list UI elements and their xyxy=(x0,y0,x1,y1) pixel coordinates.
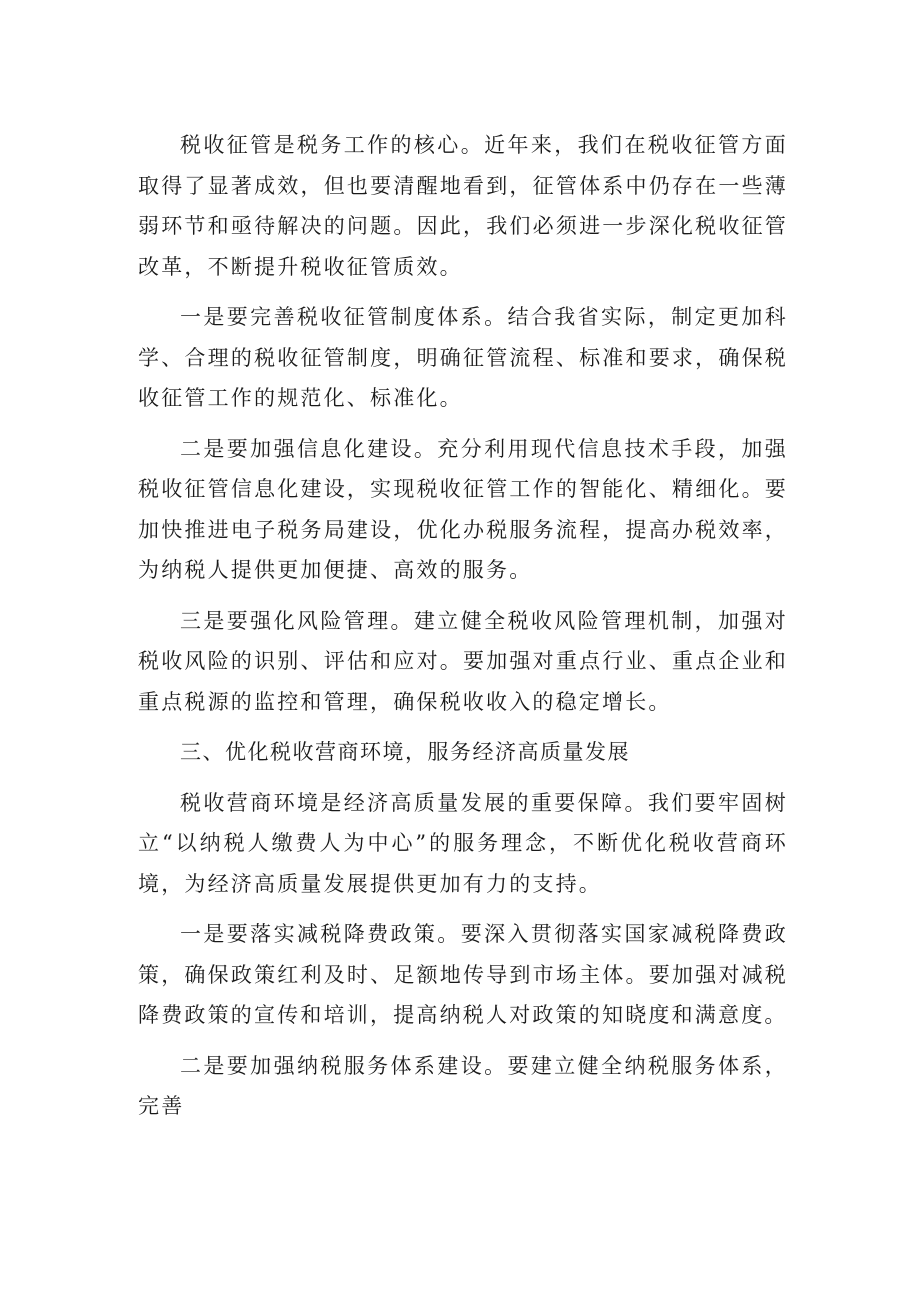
paragraph-tax-reduction: 一是要落实减税降费政策。要深入贯彻落实国家减税降费政策，确保政策红利及时、足额地传导到市场主体。要加强对减税降费政策的宣传和培训，提高纳税人对政策的知晓度和满意度。 xyxy=(138,922,788,1027)
paragraph-improve-system: 一是要完善税收征管制度体系。结合我省实际，制定更加科学、合理的税收征管制度，明确征管流程、标准和要求，确保税收征管工作的规范化、标准化。 xyxy=(138,305,788,410)
document-body xyxy=(138,125,788,1137)
paragraph-business-environment: 税收营商环境是经济高质量发展的重要保障。我们要牢固树立“以纳税人缴费人为中心”的服务理念，不断优化税收营商环境，为经济高质量发展提供更加有力的支持。 xyxy=(138,790,788,896)
section-heading-business-environment: 三、优化税收营商环境，服务经济高质量发展 xyxy=(180,740,630,764)
paragraph-risk-management: 三是要强化风险管理。建立健全税收风险管理机制，加强对税收风险的识别、评估和应对。要加强对重点行业、重点企业和重点税源的监控和管理，确保税收收入的稳定增长。 xyxy=(138,608,788,714)
paragraph-tax-collection-core: 税收征管是税务工作的核心。近年来，我们在税收征管方面取得了显著成效，但也要清醒地看到，征管体系中仍存在一些薄弱环节和亟待解决的问题。因此，我们必须进一步深化税收征管改革，不断提升税收征管质效。 xyxy=(138,133,788,279)
paragraph-taxpayer-service: 二是要加强纳税服务体系建设。要建立健全纳税服务体系，完善 xyxy=(138,1053,788,1118)
paragraph-informatization: 二是要加强信息化建设。充分利用现代信息技术手段，加强税收征管信息化建设，实现税收征管工作的智能化、精细化。要加快推进电子税务局建设，优化办税服务流程，提高办税效率，为纳税人提供更加便捷、高效的服务。 xyxy=(138,436,788,582)
